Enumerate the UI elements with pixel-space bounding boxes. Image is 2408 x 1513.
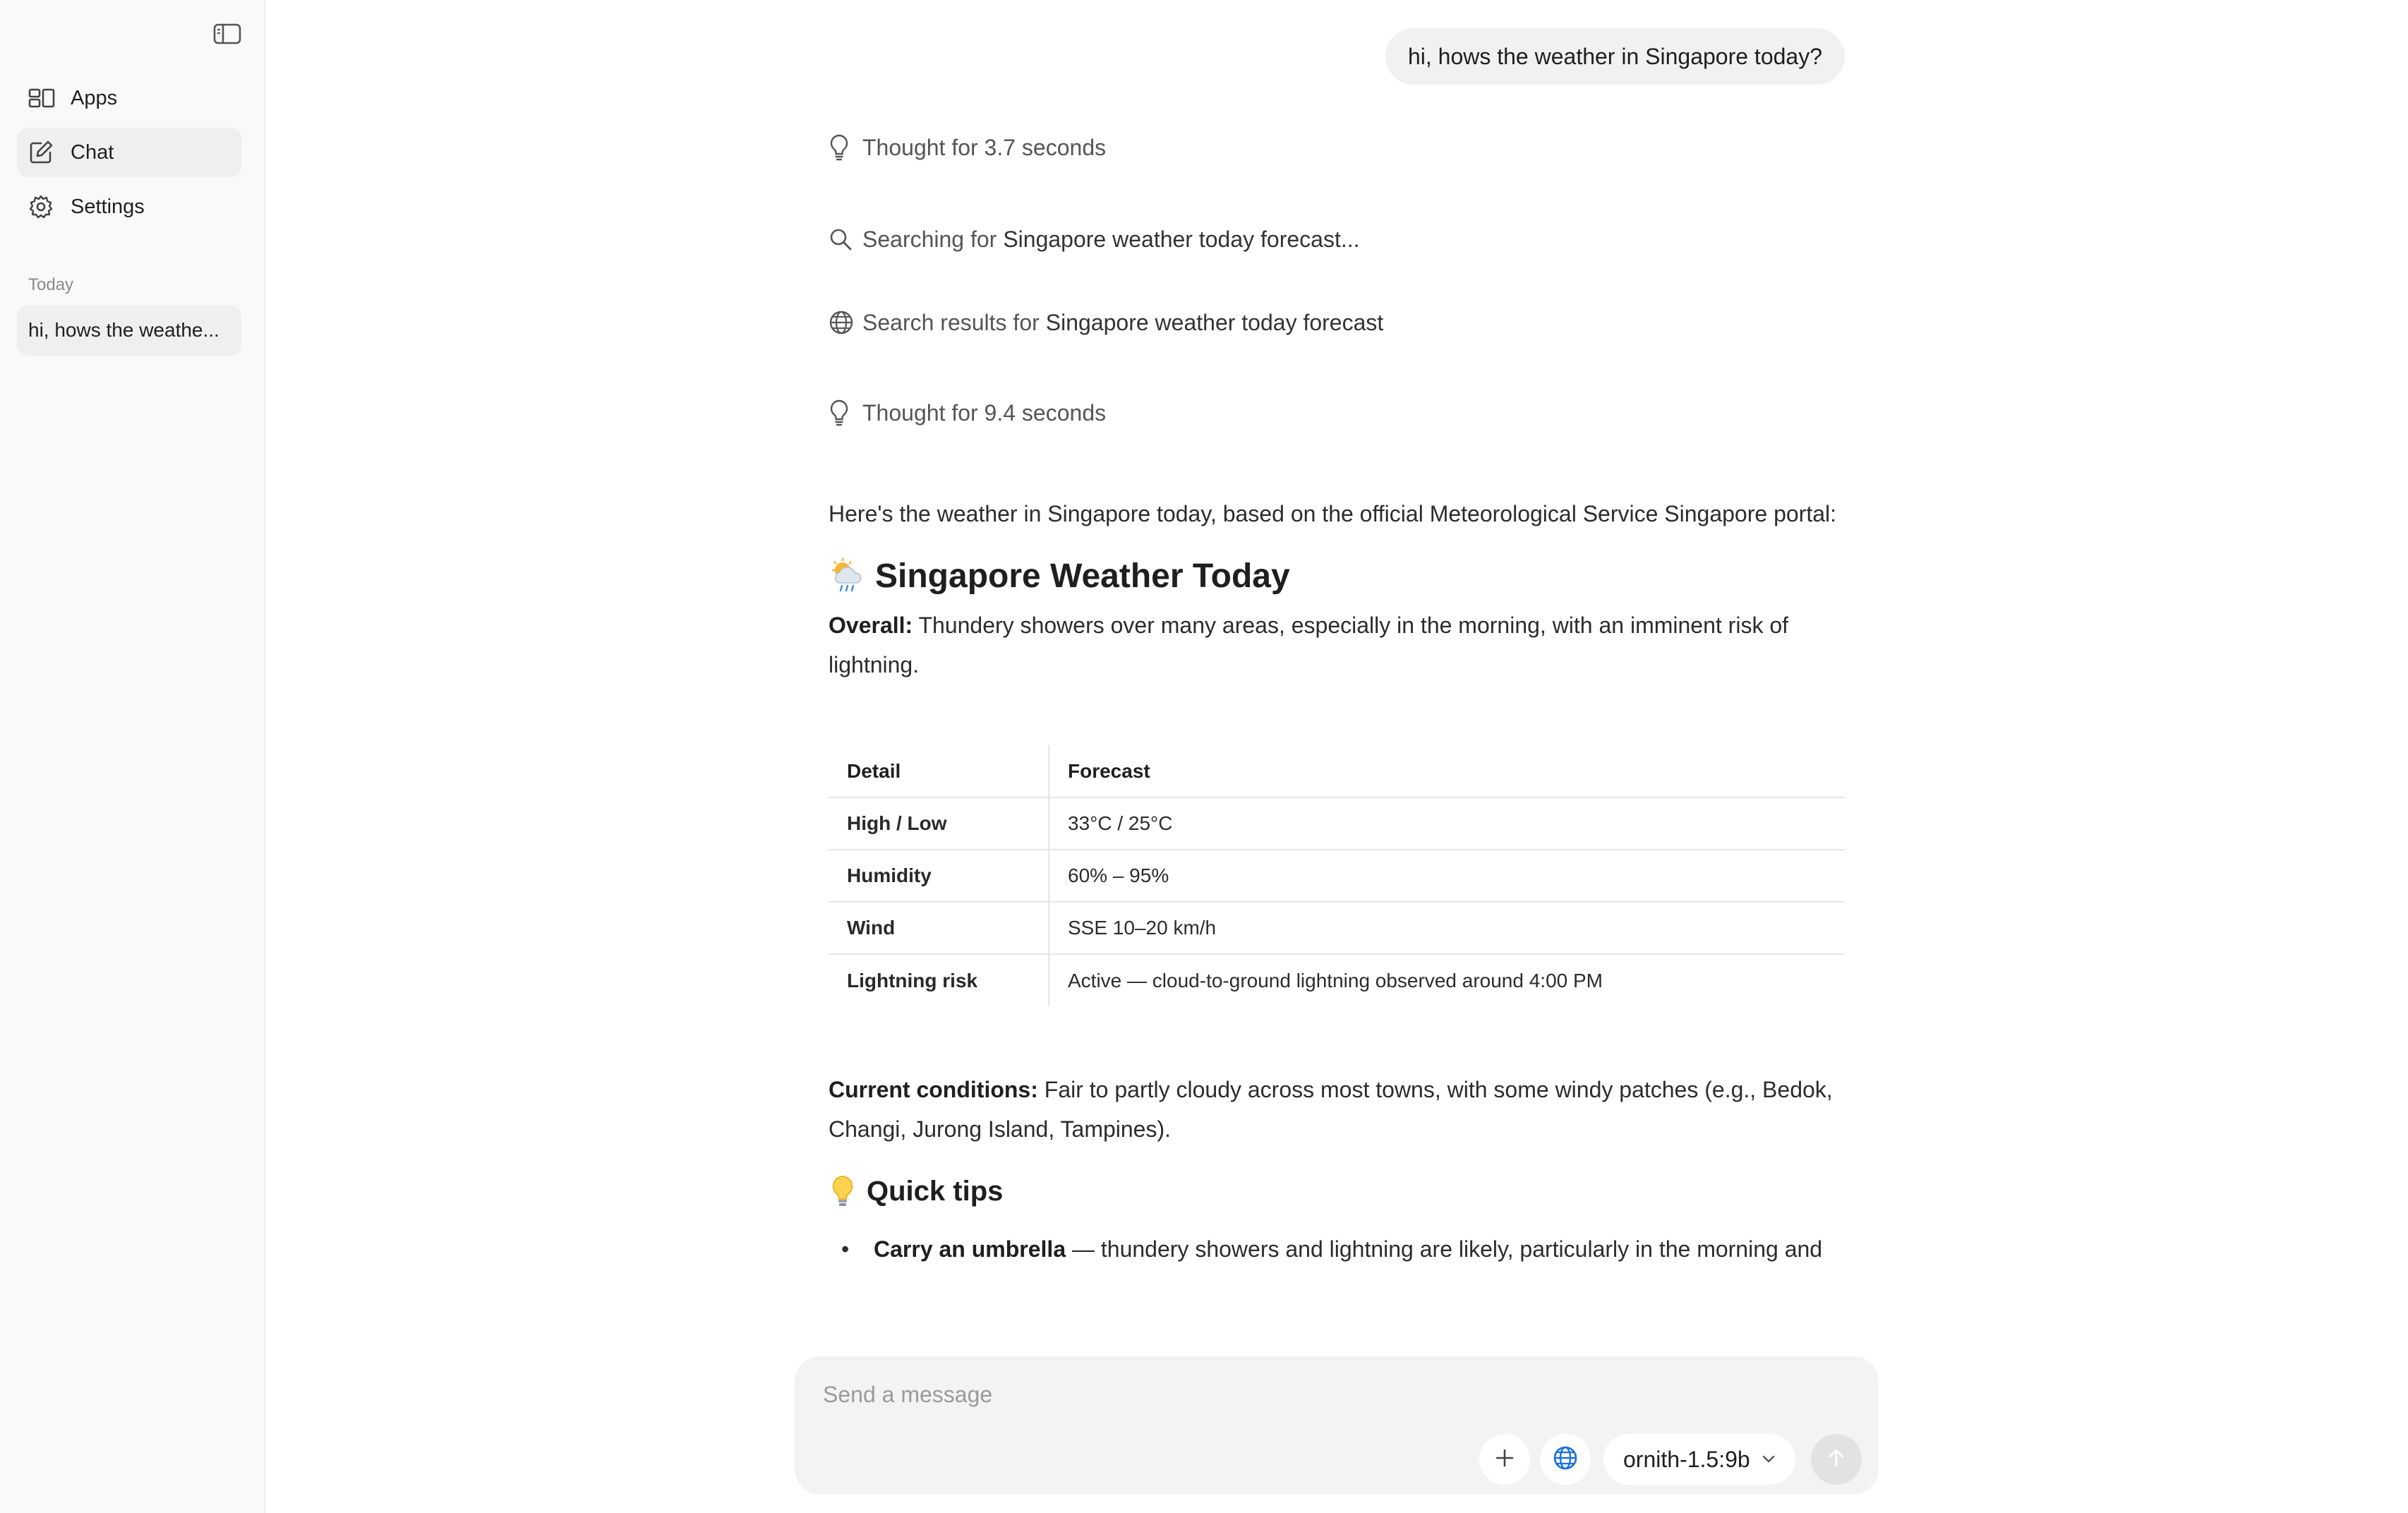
tip-text <box>874 1229 1822 1269</box>
current-conditions-label: Current conditions: <box>829 1077 1038 1102</box>
step-text: Searching for <box>862 226 997 252</box>
table-cell: Wind <box>829 902 1049 954</box>
table-header: Forecast <box>1049 745 1845 797</box>
table-cell: Humidity <box>829 850 1049 902</box>
table-row <box>829 902 1845 954</box>
table-cell: Active — cloud-to-ground lightning observed around 4:00 PM <box>1068 969 1603 991</box>
sidebar-toggle-icon <box>213 23 241 49</box>
list-item <box>829 1229 1845 1269</box>
overall-label: Overall: <box>829 613 913 638</box>
history-section-label: Today <box>28 275 74 294</box>
table-row <box>829 797 1845 850</box>
sidebar-item-settings[interactable] <box>17 182 241 231</box>
sidebar-item-label: Chat <box>71 140 114 164</box>
overall-text: Thundery showers over many areas, especially in the morning, with an imminent risk of lightning. <box>829 613 1789 677</box>
table-cell: 60% – 95% <box>1049 850 1845 902</box>
table-cell: SSE 10–20 km/h <box>1049 902 1845 954</box>
tip-strong: Carry an umbrella <box>874 1236 1066 1262</box>
step-query: Singapore weather today forecast <box>1045 309 1384 335</box>
current-conditions-paragraph <box>829 1070 1845 1149</box>
sidebar-item-apps[interactable] <box>17 73 241 123</box>
search-icon <box>829 227 862 251</box>
overall-paragraph <box>829 605 1845 685</box>
sidebar-item-label: Settings <box>71 195 145 218</box>
search-step[interactable] <box>829 222 1360 257</box>
chevron-down-icon <box>1762 1454 1776 1464</box>
user-message-bubble <box>1385 28 1845 85</box>
edit-icon <box>17 140 71 165</box>
tips-heading-text: Quick tips <box>867 1175 1004 1207</box>
arrow-up-icon <box>1826 1447 1847 1472</box>
sidebar <box>0 0 265 1513</box>
model-name: ornith-1.5:9b <box>1623 1446 1750 1472</box>
assistant-response <box>829 494 1845 1269</box>
table-row <box>829 954 1845 1006</box>
thought-step[interactable] <box>829 130 1106 165</box>
sidebar-item-label: Apps <box>71 86 118 109</box>
message-input[interactable]: Send a message <box>823 1382 993 1407</box>
lightbulb-icon <box>829 399 862 427</box>
lightbulb-icon <box>829 133 862 162</box>
table-cell: High / Low <box>829 797 1049 850</box>
step-query: Singapore weather today forecast... <box>1003 226 1360 252</box>
attach-button[interactable] <box>1479 1434 1530 1485</box>
search-results-step[interactable] <box>829 305 1383 340</box>
lightbulb-emoji-icon <box>829 1174 857 1208</box>
step-text: Thought for 9.4 seconds <box>862 399 1107 426</box>
rain-cloud-icon <box>829 557 865 594</box>
table-header-row <box>829 745 1845 797</box>
message-composer <box>795 1356 1879 1495</box>
forecast-table <box>829 745 1845 1006</box>
sidebar-item-chat[interactable] <box>17 128 241 177</box>
plus-icon <box>1494 1447 1515 1472</box>
response-intro: Here's the weather in Singapore today, based on the official Meteorological Service Singapore portal: <box>829 501 1836 526</box>
table-cell: Lightning risk <box>829 954 1049 1006</box>
step-text: Search results for <box>862 309 1040 335</box>
response-heading <box>829 546 1845 605</box>
tips-heading <box>829 1163 1845 1219</box>
user-message-text: hi, hows the weather in Singapore today? <box>1407 43 1822 69</box>
table-row <box>829 850 1845 902</box>
globe-icon <box>829 310 862 335</box>
web-search-toggle[interactable] <box>1540 1434 1591 1485</box>
thought-step[interactable] <box>829 395 1106 430</box>
table-header: Detail <box>829 745 1049 797</box>
gear-icon <box>17 194 71 219</box>
bullet-dot: • <box>841 1236 850 1262</box>
history-item[interactable] <box>17 305 241 356</box>
sidebar-toggle-button[interactable] <box>212 21 243 49</box>
current-conditions-text: Fair to partly cloudy across most towns, with some windy patches (e.g., Bedok, Changi, Jurong Island, Tampines). <box>829 1077 1833 1142</box>
apps-icon <box>17 88 71 109</box>
response-heading-text: Singapore Weather Today <box>875 557 1290 595</box>
tip-body: — thundery showers and lightning are likely, particularly in the morning and <box>1072 1236 1823 1262</box>
table-cell: 33°C / 25°C <box>1049 797 1845 850</box>
history-item-label: hi, hows the weathe... <box>28 319 219 341</box>
send-button[interactable] <box>1811 1434 1862 1485</box>
globe-icon <box>1553 1445 1578 1474</box>
model-select[interactable] <box>1603 1434 1795 1485</box>
step-text: Thought for 3.7 seconds <box>862 134 1107 160</box>
